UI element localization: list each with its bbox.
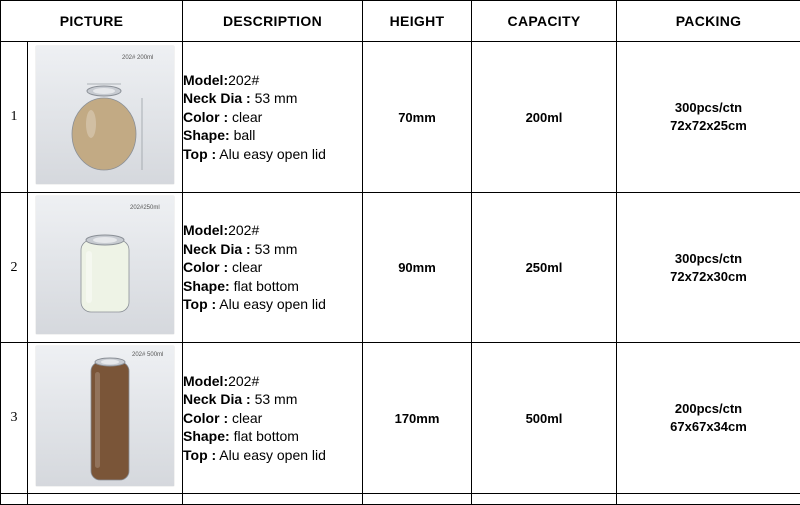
neck-line: Neck Dia : 53 mm — [183, 240, 362, 259]
packing-cell — [617, 343, 800, 494]
product-photo-cell — [28, 193, 183, 343]
table-row — [1, 343, 800, 494]
packing-cell — [617, 193, 800, 343]
tall-jar-photo — [36, 346, 174, 486]
packing-size: 67x67x34cm — [617, 418, 800, 436]
jar-highlight — [86, 110, 96, 138]
pull-tab — [93, 237, 117, 243]
color-line: Color : clear — [183, 258, 362, 277]
shape-line: Shape: flat bottom — [183, 427, 362, 446]
shape-line: Shape: flat bottom — [183, 277, 362, 296]
description-cell — [183, 343, 363, 494]
packing-pcs: 300pcs/ctn — [617, 99, 800, 117]
table-row — [1, 193, 800, 343]
header-height: HEIGHT — [363, 1, 472, 42]
height-cell: 70mm — [363, 42, 472, 193]
capacity-cell: 200ml — [472, 42, 617, 193]
color-line: Color : clear — [183, 409, 362, 428]
tall-jar-image — [36, 346, 174, 486]
color-line: Color : clear — [183, 108, 362, 127]
packing-size: 72x72x30cm — [617, 268, 800, 286]
header-picture: PICTURE — [1, 1, 183, 42]
header-description: DESCRIPTION — [183, 1, 363, 42]
packing-size: 72x72x25cm — [617, 117, 800, 135]
ball-jar-image — [36, 46, 174, 184]
neck-line: Neck Dia : 53 mm — [183, 390, 362, 409]
row-number: 3 — [1, 343, 28, 494]
top-line: Top : Alu easy open lid — [183, 446, 362, 465]
header-row — [1, 1, 800, 42]
jar-highlight — [86, 251, 92, 303]
product-photo-cell — [28, 343, 183, 494]
product-photo-cell — [28, 42, 183, 193]
top-line: Top : Alu easy open lid — [183, 145, 362, 164]
photo-label: 202#250ml — [130, 205, 160, 211]
jar-liquid — [72, 98, 136, 170]
height-cell: 90mm — [363, 193, 472, 343]
packing-cell — [617, 42, 800, 193]
shape-line: Shape: ball — [183, 126, 362, 145]
pull-tab — [93, 88, 115, 94]
packing-pcs: 200pcs/ctn — [617, 400, 800, 418]
flat-jar-image — [36, 196, 174, 334]
pull-tab — [101, 359, 119, 364]
packing-pcs: 300pcs/ctn — [617, 250, 800, 268]
ball-jar-photo — [36, 46, 174, 184]
row-number: 1 — [1, 42, 28, 193]
photo-label: 202# 200ml — [122, 55, 153, 61]
capacity-cell: 500ml — [472, 343, 617, 494]
capacity-cell: 250ml — [472, 193, 617, 343]
neck-line: Neck Dia : 53 mm — [183, 89, 362, 108]
height-cell: 170mm — [363, 343, 472, 494]
photo-label: 202# 500ml — [132, 352, 163, 358]
description-cell — [183, 193, 363, 343]
model-line: Model:202# — [183, 71, 362, 90]
model-line: Model:202# — [183, 221, 362, 240]
table-row-partial — [1, 494, 800, 505]
jar-highlight — [95, 372, 100, 468]
table-row — [1, 42, 800, 193]
model-line: Model:202# — [183, 372, 362, 391]
row-number: 2 — [1, 193, 28, 343]
header-capacity: CAPACITY — [472, 1, 617, 42]
top-line: Top : Alu easy open lid — [183, 295, 362, 314]
description-cell — [183, 42, 363, 193]
header-packing: PACKING — [617, 1, 800, 42]
flat-jar-photo — [36, 196, 174, 334]
